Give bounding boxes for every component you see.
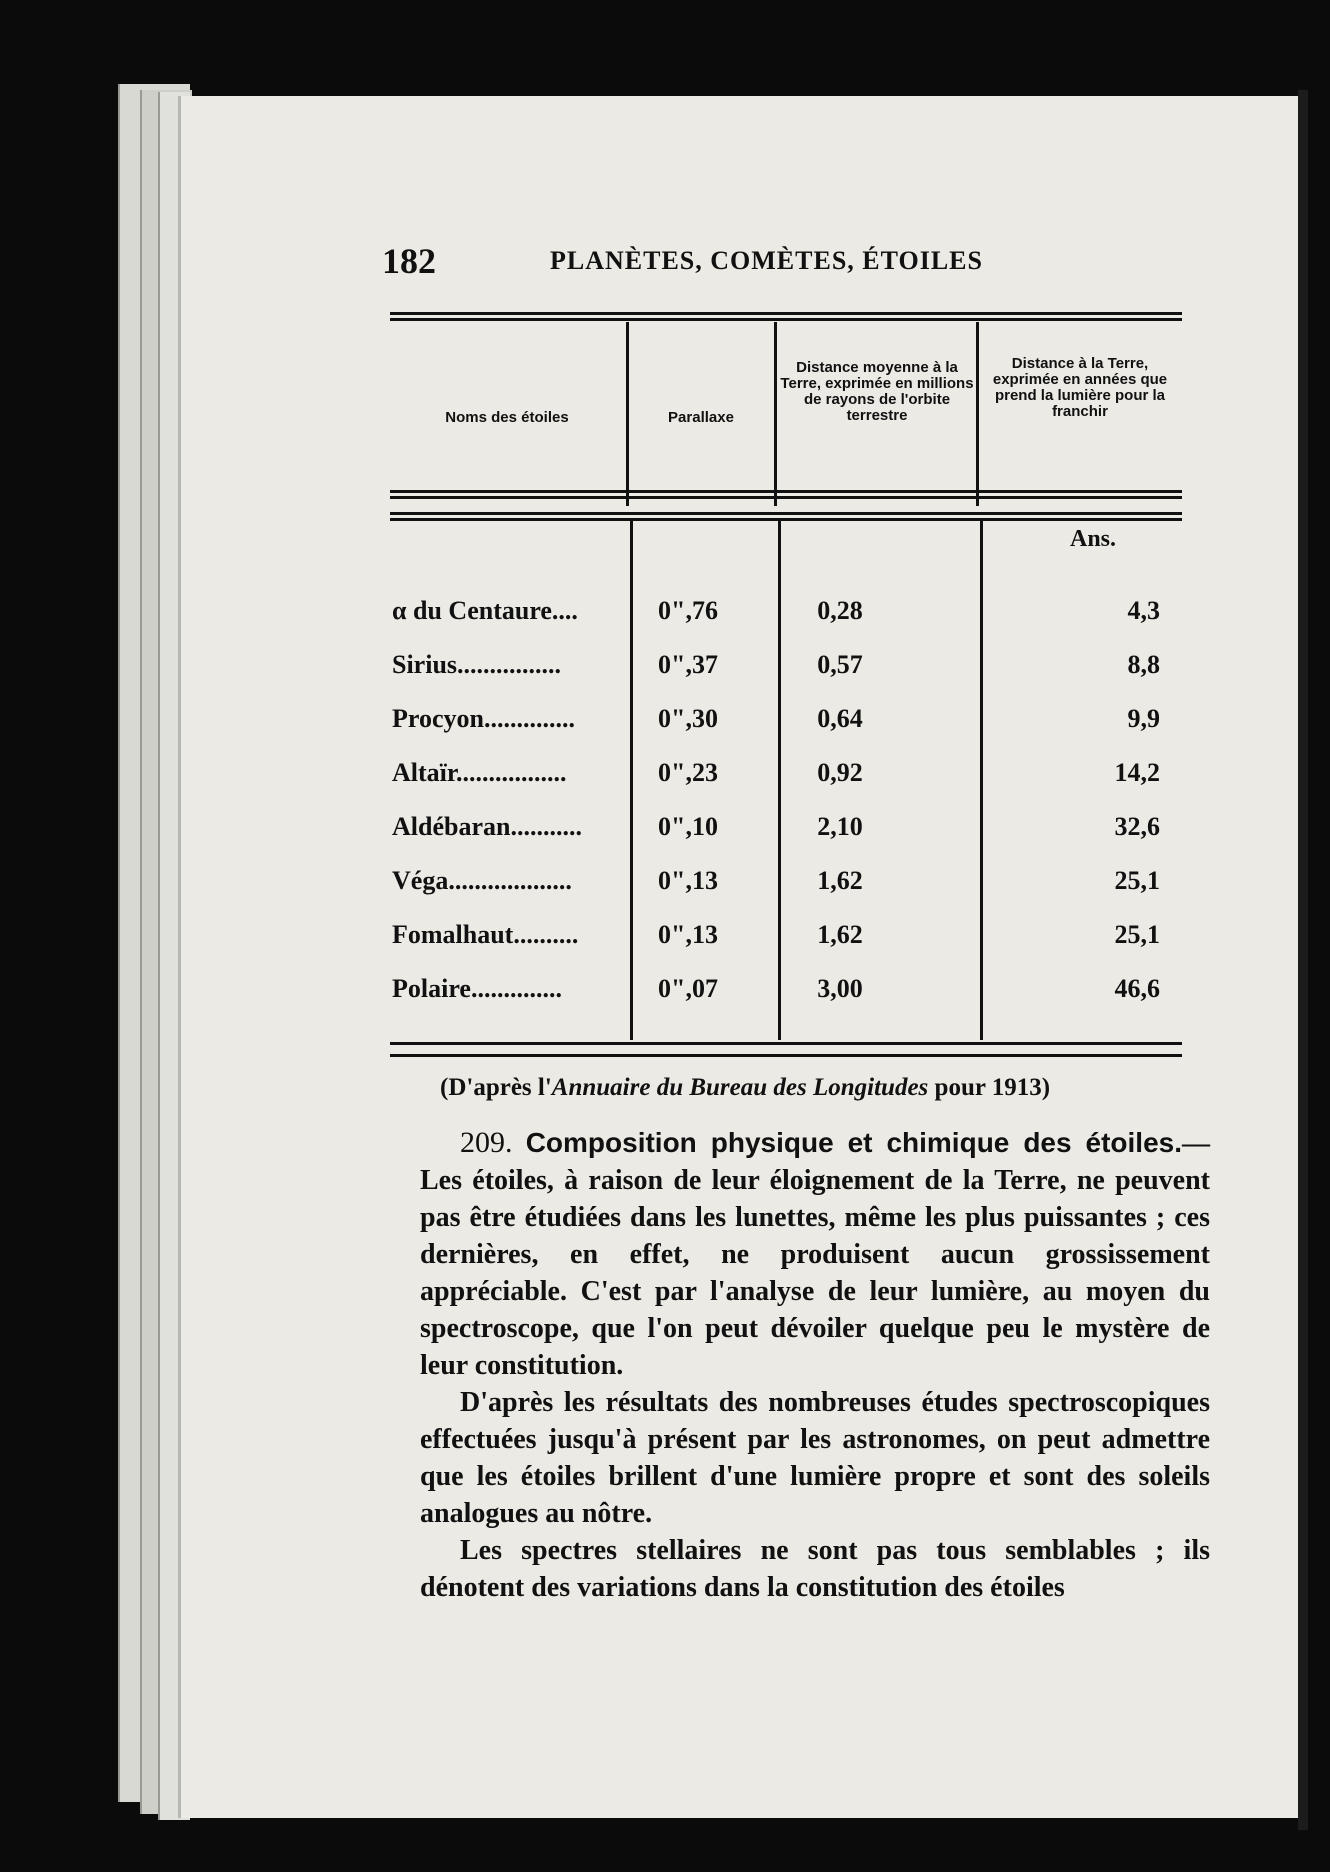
column-divider <box>774 322 777 506</box>
distance-value: 0,28 <box>817 596 863 625</box>
header-bottom-rule <box>390 518 1182 521</box>
table-row <box>390 596 1182 646</box>
star-name: α du Centaure.... <box>392 596 578 625</box>
page-right-shadow <box>1298 90 1308 1830</box>
table-bottom-rule <box>390 1054 1182 1057</box>
table-row <box>390 650 1182 700</box>
distance-value: 1,62 <box>817 920 863 949</box>
paragraph-text: —Les étoiles, à raison de leur éloignement de la Terre, ne peuvent pas être étudiées dans les lunettes, même les plus puissantes ; ces dernières, en effet, ne produisent aucun grossissement appréciable. C'est par l'analyse de leur lumière, au moyen du spectroscope, que l'on peut dévoiler quelque peu le mystère de leur constitution. <box>420 1128 1211 1381</box>
distance-value: 0,92 <box>817 758 863 787</box>
years-unit-label: Ans. <box>1070 526 1117 552</box>
parallax-value: 0",07 <box>658 974 718 1003</box>
light-years-value: 14,2 <box>1114 758 1160 787</box>
column-divider <box>626 322 629 506</box>
star-name: Aldébaran........... <box>392 812 582 841</box>
distance-value: 3,00 <box>817 974 863 1003</box>
light-years-value: 9,9 <box>1127 704 1160 733</box>
star-name: Procyon.............. <box>392 704 575 733</box>
light-years-value: 25,1 <box>1114 866 1160 895</box>
parallax-value: 0",23 <box>658 758 718 787</box>
source-publication: Annuaire du Bureau des Longitudes <box>551 1074 929 1101</box>
section-number: 209. <box>460 1126 513 1159</box>
parallax-value: 0",30 <box>658 704 718 733</box>
distance-value: 2,10 <box>817 812 863 841</box>
section-paragraph <box>420 1124 1210 1384</box>
section-paragraph: D'après les résultats des nombreuses études spectroscopiques effectuées jusqu'à présent par les astronomes, on peut admettre que les étoiles brillent d'une lumière propre et sont des soleils analogues au nôtre. <box>420 1387 1210 1529</box>
distance-value: 0,64 <box>817 704 863 733</box>
section-paragraph: Les spectres stellaires ne sont pas tous semblables ; ils dénotent des variations dans la constitution des étoiles <box>420 1535 1210 1603</box>
header-parallax: Parallaxe <box>668 409 734 426</box>
table-row <box>390 758 1182 808</box>
running-title: PLANÈTES, COMÈTES, ÉTOILES <box>550 246 983 275</box>
source-prefix: (D'après l' <box>440 1074 552 1101</box>
table-row <box>390 866 1182 916</box>
table-row <box>390 920 1182 970</box>
header-star-name: Noms des étoiles <box>445 409 569 426</box>
running-head <box>382 240 1082 290</box>
parallax-value: 0",10 <box>658 812 718 841</box>
star-name: Véga................... <box>392 866 572 895</box>
parallax-value: 0",13 <box>658 866 718 895</box>
star-name: Fomalhaut.......... <box>392 920 579 949</box>
page-number: 182 <box>382 241 436 281</box>
light-years-value: 32,6 <box>1114 812 1160 841</box>
table-row <box>390 974 1182 1024</box>
section-body <box>420 1124 1210 1606</box>
table-source-note <box>440 1074 1200 1102</box>
header-mean-distance: Distance moyenne à la Terre, exprimée en millions de rayons de l'orbite terrestre <box>780 359 974 424</box>
light-years-value: 25,1 <box>1114 920 1160 949</box>
section-title: Composition physique et chimique des étoiles. <box>525 1127 1183 1158</box>
source-suffix: pour 1913) <box>928 1074 1051 1101</box>
star-table <box>390 312 1182 1070</box>
star-name: Polaire.............. <box>392 974 562 1003</box>
parallax-value: 0",76 <box>658 596 718 625</box>
header-bottom-rule <box>390 496 1182 499</box>
light-years-value: 8,8 <box>1127 650 1160 679</box>
table-top-rule <box>390 312 1182 315</box>
parallax-value: 0",37 <box>658 650 718 679</box>
light-years-value: 46,6 <box>1114 974 1160 1003</box>
distance-value: 1,62 <box>817 866 863 895</box>
header-bottom-rule <box>390 490 1182 493</box>
light-years-value: 4,3 <box>1127 596 1160 625</box>
star-name: Sirius................ <box>392 650 562 679</box>
distance-value: 0,57 <box>817 650 863 679</box>
header-bottom-rule <box>390 512 1182 515</box>
table-row <box>390 812 1182 862</box>
table-row <box>390 704 1182 754</box>
column-divider <box>976 322 979 506</box>
star-name: Altaïr................. <box>392 758 567 787</box>
table-top-rule <box>390 318 1182 321</box>
parallax-value: 0",13 <box>658 920 718 949</box>
table-bottom-rule <box>390 1042 1182 1045</box>
header-light-years: Distance à la Terre, exprimée en années que prend la lumière pour la franchir <box>992 355 1168 420</box>
